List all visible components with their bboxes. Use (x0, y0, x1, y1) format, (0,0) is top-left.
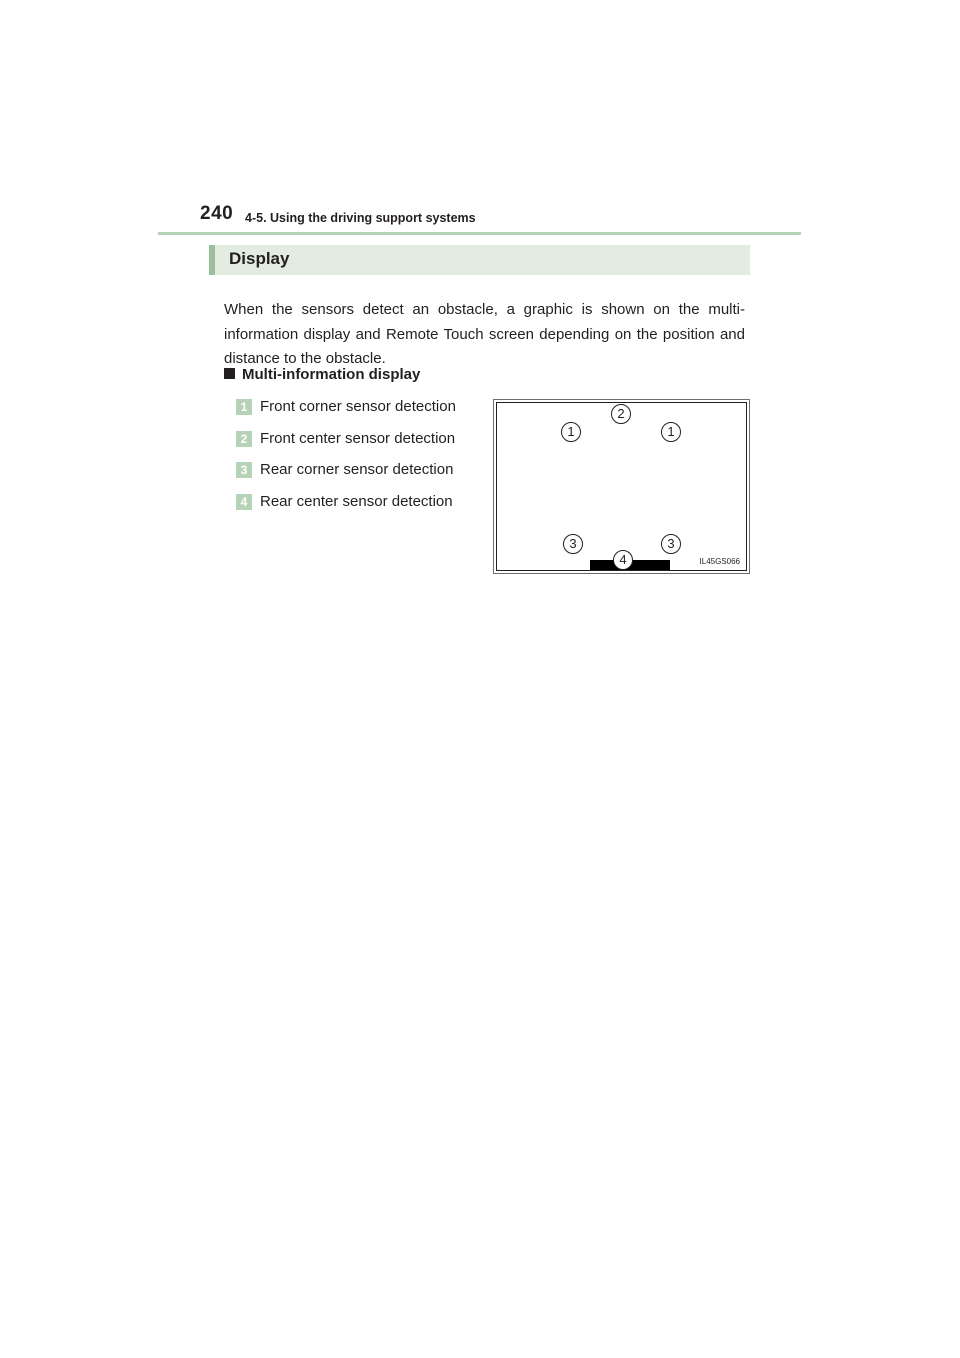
callout-rear-corner-left: 3 (563, 534, 583, 554)
legend-label: Rear center sensor detection (260, 492, 453, 510)
callout-front-corner-left: 1 (561, 422, 581, 442)
figure-frame (496, 402, 747, 571)
sensor-display-figure (493, 399, 750, 574)
square-bullet-icon (224, 368, 235, 379)
callout-front-corner-right: 1 (661, 422, 681, 442)
figure-code: IL45GS066 (699, 557, 740, 566)
legend-label: Rear corner sensor detection (260, 461, 454, 478)
subheading (224, 366, 420, 383)
callout-rear-corner-right: 3 (661, 534, 681, 554)
legend-number-badge: 1 (236, 399, 252, 415)
legend-number-badge: 2 (236, 431, 252, 447)
callout-rear-center: 4 (613, 550, 633, 570)
legend-label: Front corner sensor detection (260, 398, 456, 415)
intro-paragraph: When the sensors detect an obstacle, a graphic is shown on the multi-information display and Remote Touch screen depending on the position and distance to the obstacle. (224, 301, 745, 367)
legend-number-badge: 3 (236, 462, 252, 478)
chapter-title: 4-5. Using the driving support systems (245, 211, 476, 225)
legend-label: Front center sensor detection (260, 429, 456, 447)
page-number: 240 (200, 203, 234, 224)
legend-number-badge: 4 (236, 494, 252, 510)
section-header (209, 245, 750, 275)
subheading-label: Multi-information display (242, 366, 421, 383)
section-title: Display (229, 249, 290, 268)
header-divider (158, 232, 801, 235)
callout-front-center: 2 (611, 404, 631, 424)
